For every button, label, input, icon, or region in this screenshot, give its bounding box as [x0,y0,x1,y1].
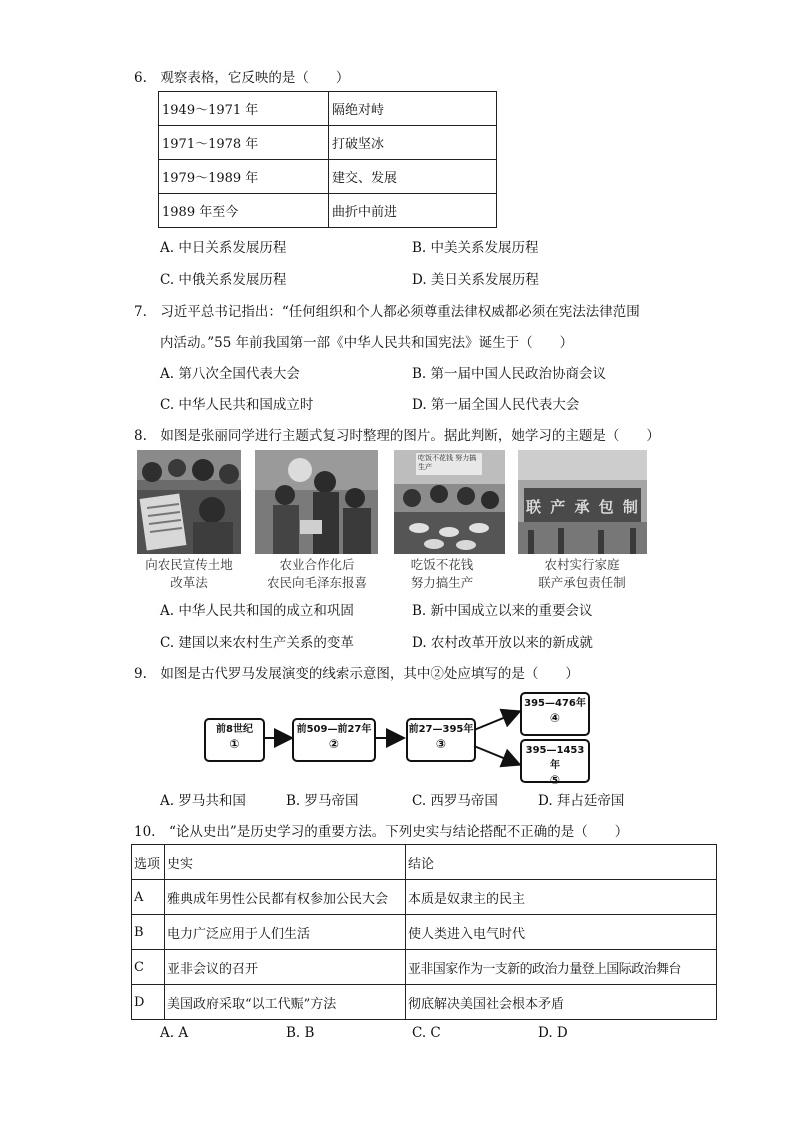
table-cell: B [132,915,165,950]
table-cell: C [132,950,165,985]
table-cell: 美国政府采取“以工代赈”方法 [165,985,406,1020]
table-cell: D [132,985,165,1020]
caption-4-line2: 联产承包责任制 [538,575,626,590]
q9-option-a[interactable]: A. 罗马共和国 [160,793,246,809]
q8-option-d[interactable]: D. 农村改革开放以来的新成就 [412,635,593,651]
q7-stem-line2: 内活动。”55 年前我国第一部《中华人民共和国宪法》诞生于（ ） [160,335,574,351]
timeline-box-4 [520,692,590,736]
q10-option-b[interactable]: B. B [286,1025,315,1041]
canteen-sign-text: 吃饭不花钱 努力搞生产 [418,454,477,471]
table-cell: 亚非会议的召开 [165,950,406,985]
q8-stem: 8. 如图是张丽同学进行主题式复习时整理的图片。据此判断，她学习的主题是（ ） [134,428,660,444]
table-cell: 彻底解决美国社会根本矛盾 [406,985,717,1020]
q7-option-b[interactable]: B. 第一届中国人民政治协商会议 [412,366,607,382]
caption-1-line1: 向农民宣传土地 [145,557,233,572]
q9-option-d[interactable]: D. 拜占廷帝国 [538,793,625,809]
table-cell: A [132,880,165,915]
arrow-3-5 [474,746,518,764]
table-cell: 亚非国家作为一支新的政治力量登上国际政治舞台 [406,950,717,985]
header-cell-fact: 史实 [165,845,406,880]
table-header-row [132,845,717,880]
table-cell: 雅典成年男性公民都有权参加公民大会 [165,880,406,915]
caption-3-line1: 吃饭不花钱 [410,557,474,572]
q10-option-d[interactable]: D. D [538,1025,568,1041]
table-cell: 1979～1989 年 [159,160,329,194]
table-row [132,915,717,950]
table-cell: 1989 年至今 [159,194,329,228]
timeline-box-5 [520,739,590,787]
q8-option-b[interactable]: B. 新中国成立以来的重要会议 [412,603,593,619]
timeline-box-1 [204,718,265,762]
q9-option-b[interactable]: B. 罗马帝国 [286,793,359,809]
q7-option-d[interactable]: D. 第一届全国人民代表大会 [412,397,580,413]
box-4-period: 395—476年 [524,698,586,709]
table-cell: 本质是奴隶主的民主 [406,880,717,915]
table-cell: 曲折中前进 [329,194,497,228]
table-cell: 电力广泛应用于人们生活 [165,915,406,950]
q6-stem: 6. 观察表格，它反映的是（ ） [134,70,350,86]
q10-stem: 10. “论从史出”是历史学习的重要方法。下列史实与结论搭配不正确的是（ ） [134,824,629,840]
caption-2-line2: 农民向毛泽东报喜 [266,575,367,590]
arrow-3-4 [474,712,518,730]
table-row [132,880,717,915]
q9-option-c[interactable]: C. 西罗马帝国 [412,793,498,809]
table-cell: 建交、发展 [329,160,497,194]
caption-2-line1: 农业合作化后 [279,557,355,572]
table-cell: 1971～1978 年 [159,126,329,160]
table-cell: 打破坚冰 [329,126,497,160]
q6-option-a[interactable]: A. 中日关系发展历程 [160,240,287,256]
box-1-number: ① [229,737,240,751]
q6-option-c[interactable]: C. 中俄关系发展历程 [160,272,287,288]
q10-table [131,844,717,1020]
table-cell: 使人类进入电气时代 [406,915,717,950]
box-5-period: 395—1453年 [525,745,585,771]
box-3-period: 前27—395年 [408,724,474,735]
box-5-number: ⑤ [549,773,561,787]
table-row [132,985,717,1020]
caption-4-line1: 农村实行家庭 [544,557,620,572]
box-1-period: 前8世纪 [216,724,253,735]
timeline-box-3 [406,718,476,762]
box-2-period: 前509—前27年 [296,724,372,735]
timeline-box-2 [292,718,376,762]
header-cell-conclusion: 结论 [406,845,717,880]
q8-option-a[interactable]: A. 中华人民共和国的成立和巩固 [160,603,354,619]
box-3-number: ③ [435,737,447,751]
q6-option-b[interactable]: B. 中美关系发展历程 [412,240,539,256]
q7-option-a[interactable]: A. 第八次全国代表大会 [160,366,300,382]
table-row [132,950,717,985]
box-4-number: ④ [549,711,561,725]
caption-3-line2: 努力搞生产 [410,575,474,590]
table-cell: 1949～1971 年 [159,92,329,126]
box-2-number: ② [328,737,340,751]
q7-option-c[interactable]: C. 中华人民共和国成立时 [160,397,314,413]
q9-stem: 9. 如图是古代罗马发展演变的线索示意图，其中②处应填写的是（ ） [134,666,579,682]
table-cell: 隔绝对峙 [329,92,497,126]
header-cell-option: 选项 [132,845,165,880]
q10-option-c[interactable]: C. C [412,1025,441,1041]
banner-text: 联 产 承 包 制 [526,498,640,516]
caption-1-line2: 改革法 [170,575,208,590]
q10-option-a[interactable]: A. A [160,1025,189,1041]
q8-option-c[interactable]: C. 建国以来农村生产关系的变革 [160,635,354,651]
q6-option-d[interactable]: D. 美日关系发展历程 [412,272,539,288]
q7-stem-line1: 7. 习近平总书记指出：“任何组织和个人都必须尊重法律权威都必须在宪法法律范围 [134,304,640,320]
